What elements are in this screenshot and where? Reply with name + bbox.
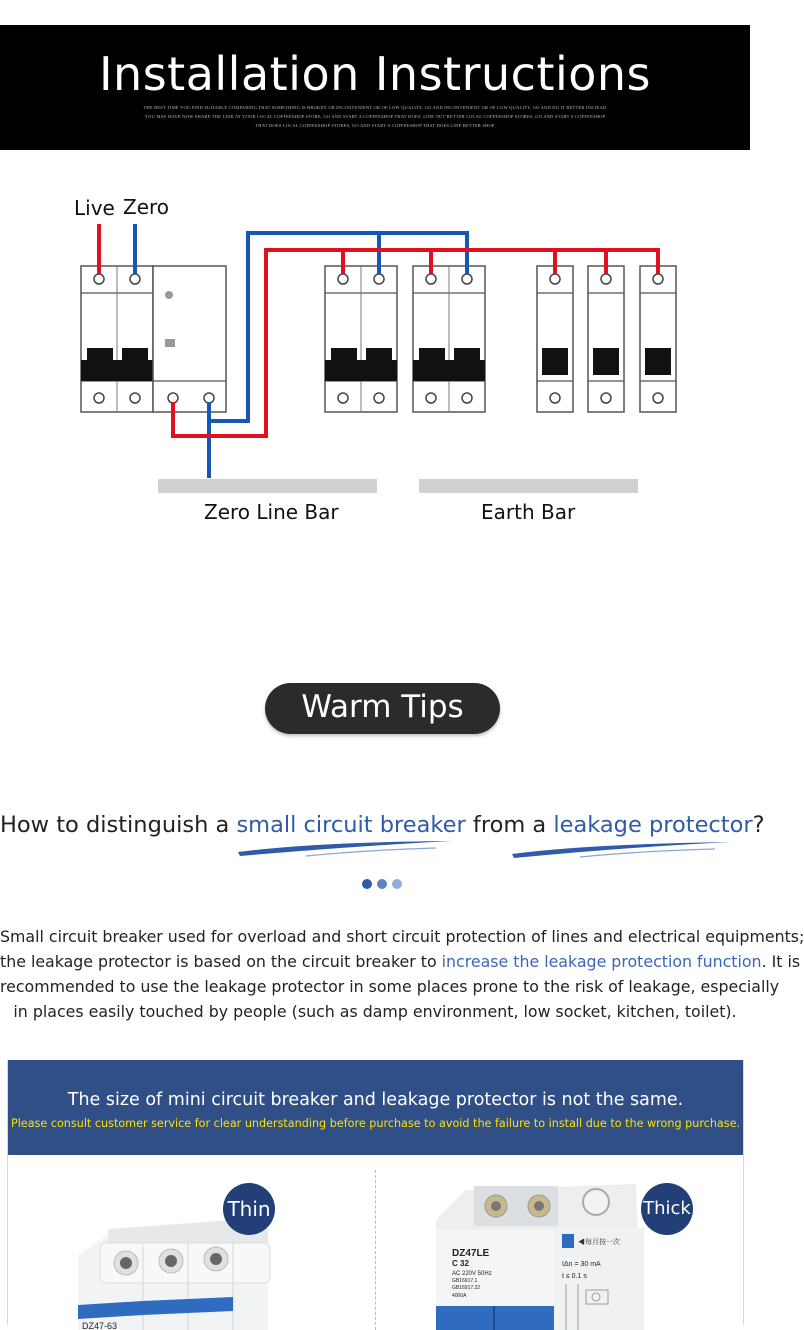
live-label: Live: [74, 196, 115, 220]
para-highlight: increase the leakage protection function: [441, 952, 762, 971]
page-title: Installation Instructions: [98, 47, 652, 101]
thick-protector-image: [436, 1180, 651, 1330]
comparison-subtitle: Please consult customer service for clear understanding before purchase to avoid the failure to install due to the wrong purchase.: [10, 1117, 741, 1130]
leakage-module: [153, 266, 226, 412]
main-breaker: [81, 266, 153, 412]
question-term-protector: leakage protector: [553, 812, 753, 838]
wiring-diagram: [0, 150, 750, 550]
para-line-1: Small circuit breaker used for overload and short circuit protection of lines and electrical equipments;: [0, 927, 804, 946]
dot-1: [362, 879, 372, 889]
earth-bar: [419, 479, 638, 493]
thick-spec-3: GB16917.22: [452, 1285, 481, 1291]
para-line-2: [0, 949, 801, 974]
thick-spec-1: AC 220V 50Hz: [452, 1271, 492, 1277]
swoosh-underline-left: [236, 838, 456, 860]
question-prefix: How to distinguish a: [0, 812, 237, 838]
thick-spec-2: GB16917.1: [452, 1278, 478, 1284]
thick-time: t ≤ 0.1 s: [562, 1273, 587, 1280]
breaker-1p-b: [588, 266, 624, 412]
explanation-paragraph: [0, 924, 804, 1024]
zero-line-bar-label: Zero Line Bar: [204, 500, 339, 524]
zero-line-bar: [158, 479, 377, 493]
thick-current: IΔn = 30 mA: [562, 1261, 601, 1268]
para-line-3: recommended to use the leakage protector in some places prone to the risk of leakage, especially: [0, 977, 780, 996]
thin-badge: Thin: [223, 1183, 275, 1235]
dot-3: [392, 879, 402, 889]
thick-spec-4: 4000A: [452, 1293, 467, 1299]
swoosh-underline-right: [510, 838, 735, 860]
thick-rating: C 32: [452, 1259, 469, 1268]
para-line-2-pre: the leakage protector is based on the circuit breaker to: [0, 952, 442, 971]
question-term-breaker: small circuit breaker: [236, 812, 466, 838]
comparison-divider: [375, 1170, 376, 1330]
thick-badge: Thick: [641, 1183, 693, 1235]
breaker-2p-b: [413, 266, 485, 412]
thick-test-note: ◀每月按一次: [578, 1239, 620, 1246]
breaker-2p-a: [325, 266, 397, 412]
header-banner: [0, 25, 750, 150]
comparison-banner: [8, 1060, 743, 1155]
carousel-dots: [362, 876, 407, 894]
size-comparison-panel: [7, 1060, 744, 1330]
question-middle: from a: [465, 812, 554, 838]
header-fine-print: THE BEST TIME YOU FIND SUITABLE COMPARING THAT SOMETHING IS BROKEN OR INCONVENIENT OR OF LOW QUALITY, GO AND INCONVENIENT OR OF LOW QUALITY, GO AND DO IT BETTER INSTEAD YOU MAY HAVE NOW SHARE THE LINK AT YOUR LOCAL COFFEESHOP STORE, GO AND START A COFFEESHOP THAT DOES, LINE OUT BETTER LOCAL COFFEESHOP STORES, GO AND START A COFFEESHOP THAT DOES LOCAL COFFEESHOP STORES, GO AND START A COFFEESHOP THAT DOES LINE BETTER SHOP: [143, 105, 607, 128]
comparison-title: The size of mini circuit breaker and leakage protector is not the same.: [67, 1090, 684, 1110]
warm-tips-heading: Warm Tips: [265, 683, 500, 734]
dot-2: [377, 879, 387, 889]
distinguish-question: [0, 812, 765, 838]
breaker-1p-c: [640, 266, 676, 412]
thick-model: DZ47LE: [452, 1248, 490, 1259]
breaker-1p-a: [537, 266, 573, 412]
question-suffix: ?: [752, 812, 765, 838]
zero-label: Zero: [123, 195, 170, 219]
thin-product-label: DZ47-63: [82, 1321, 118, 1330]
para-line-2-post: . It is: [761, 952, 801, 971]
para-line-4: in places easily touched by people (such as damp environment, low socket, kitchen, toilet).: [13, 1002, 737, 1021]
earth-bar-label: Earth Bar: [481, 500, 576, 524]
